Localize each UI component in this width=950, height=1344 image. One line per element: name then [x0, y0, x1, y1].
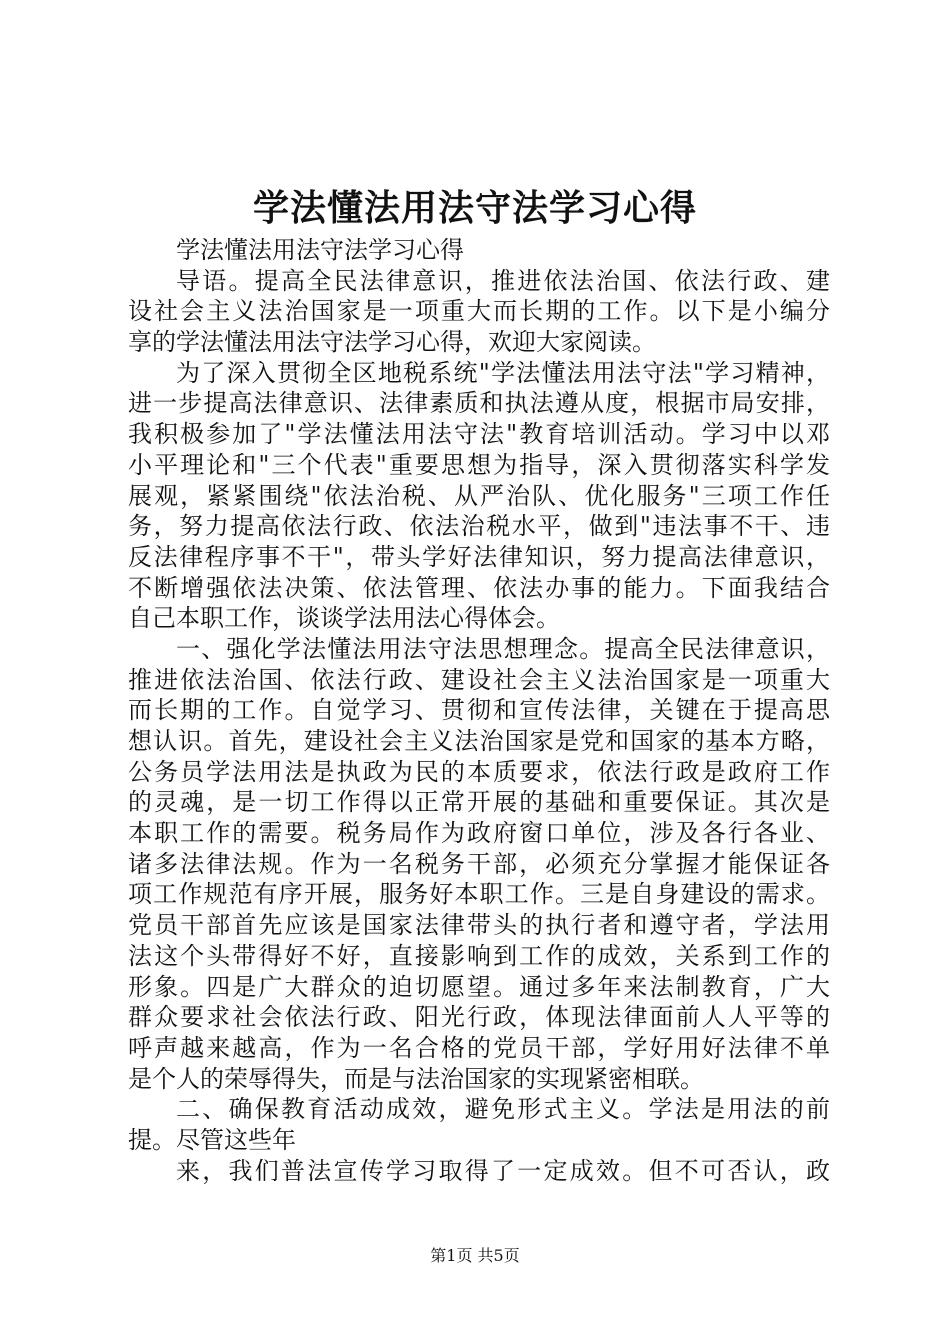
text-line: 导语。提高全民法律意识，推进依法治国、依法行政、建 — [176, 266, 830, 295]
text-line: 反法律程序事不干"，带头学好法律知识，努力提高法律意识， — [128, 542, 830, 571]
document-title: 学法懂法用法守法学习心得 — [252, 187, 697, 229]
text-line: 务，努力提高依法行政、依法治税水平，做到"违法事不干、违 — [128, 512, 830, 541]
text-line: 不断增强依法决策、依法管理、依法办事的能力。下面我结合 — [128, 573, 830, 602]
text-line: 项工作规范有序开展，服务好本职工作。三是自身建设的需求。 — [128, 880, 830, 909]
text-line: 我积极参加了"学法懂法用法守法"教育培训活动。学习中以邓 — [128, 420, 830, 449]
text-line: 自己本职工作，谈谈学法用法心得体会。 — [128, 604, 560, 633]
text-line: 一、强化学法懂法用法守法思想理念。提高全民法律意识， — [176, 634, 830, 663]
text-line: 享的学法懂法用法守法学习心得，欢迎大家阅读。 — [128, 328, 656, 357]
text-line: 设社会主义法治国家是一项重大而长期的工作。以下是小编分 — [128, 297, 830, 326]
text-line: 公务员学法用法是执政为民的本质要求，依法行政是政府工作 — [128, 757, 830, 786]
text-line: 形象。四是广大群众的迫切愿望。通过多年来法制教育，广大 — [128, 972, 830, 1001]
document-body — [128, 235, 830, 1186]
text-line: 的灵魂，是一切工作得以正常开展的基础和重要保证。其次是 — [128, 788, 830, 817]
text-line: 是个人的荣辱得失，而是与法治国家的实现紧密相联。 — [128, 1064, 704, 1093]
text-line: 群众要求社会依法行政、阳光行政，体现法律面前人人平等的 — [128, 1003, 830, 1032]
text-line: 呼声越来越高，作为一名合格的党员干部，学好用好法律不单 — [128, 1033, 830, 1062]
text-line: 提。尽管这些年 — [128, 1125, 296, 1154]
page-number-footer: 第1页 共5页 — [430, 1246, 520, 1265]
text-line: 二、确保教育活动成效，避免形式主义。学法是用法的前 — [176, 1095, 830, 1124]
text-line: 推进依法治国、依法行政、建设社会主义法治国家是一项重大 — [128, 665, 830, 694]
text-line: 本职工作的需要。税务局作为政府窗口单位，涉及各行各业、 — [128, 819, 830, 848]
text-line: 进一步提高法律意识、法律素质和执法遵从度，根据市局安排， — [128, 389, 830, 418]
text-line: 党员干部首先应该是国家法律带头的执行者和遵守者，学法用 — [128, 911, 830, 940]
text-line: 学法懂法用法守法学习心得 — [176, 236, 464, 264]
text-line: 法这个头带得好不好，直接影响到工作的成效，关系到工作的 — [128, 941, 830, 970]
text-line: 展观，紧紧围绕"依法治税、从严治队、优化服务"三项工作任 — [128, 481, 830, 510]
text-line: 为了深入贯彻全区地税系统"学法懂法用法守法"学习精神， — [176, 358, 830, 387]
text-line: 诸多法律法规。作为一名税务干部，必须充分掌握才能保证各 — [128, 849, 830, 878]
text-line: 来，我们普法宣传学习取得了一定成效。但不可否认，政 — [176, 1156, 830, 1185]
text-line: 而长期的工作。自觉学习、贯彻和宣传法律，关键在于提高思 — [128, 696, 830, 725]
text-line: 小平理论和"三个代表"重要思想为指导，深入贯彻落实科学发 — [128, 450, 830, 479]
text-line: 想认识。首先，建设社会主义法治国家是党和国家的基本方略， — [128, 727, 830, 755]
